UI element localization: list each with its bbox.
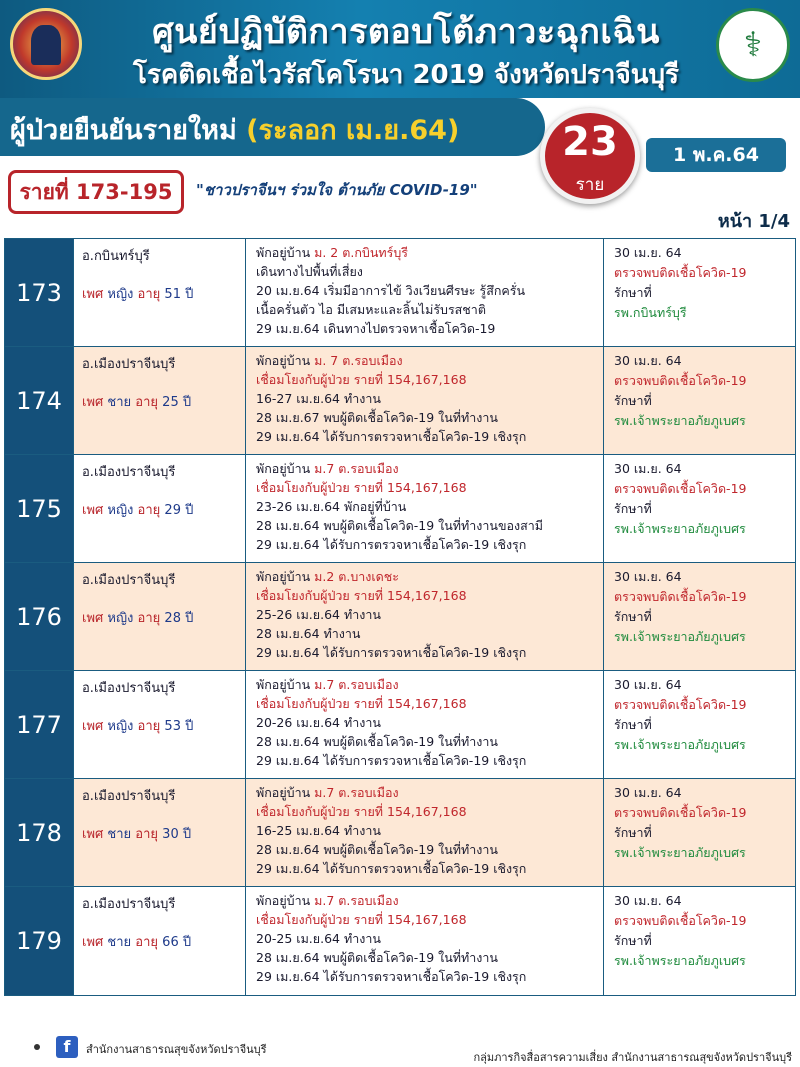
case-person-cell (73, 347, 245, 454)
case-district: อ.เมืองปราจีนบุรี (82, 789, 176, 804)
timeline-text: 16-27 เม.ย.64 ทำงาน (256, 391, 381, 406)
timeline-line (256, 859, 603, 878)
case-district: อ.เมืองปราจีนบุรี (82, 465, 176, 480)
timeline-line (256, 478, 603, 497)
case-sex: หญิง (107, 503, 134, 518)
case-age: 51 (164, 287, 181, 302)
timeline-text: พักอยู่บ้าน (256, 461, 311, 476)
case-number: 179 (5, 887, 73, 995)
timeline-text: 20 เม.ย.64 เริ่มมีอาการไข้ วิงเวียนศีรษะ รู้สึกครั่น (256, 283, 526, 298)
timeline-text: 16-25 เม.ย.64 ทำงาน (256, 823, 381, 838)
case-age: 66 (162, 935, 179, 950)
case-demographics (82, 823, 191, 844)
age-label: อายุ (135, 395, 159, 410)
timeline-line (256, 605, 603, 624)
header-subtitle: โรคติดเชื้อไวรัสโคโรนา 2019 จังหวัดปราจีนบุรี (133, 60, 679, 90)
case-demographics (82, 499, 193, 520)
timeline-line (256, 948, 603, 967)
sex-label: เพศ (82, 395, 104, 410)
case-table (4, 238, 796, 996)
hospital-name: รพ.เจ้าพระยาอภัยภูเบศร (614, 629, 746, 644)
timeline-line (256, 567, 603, 586)
confirm-date: 30 เม.ย. 64 (614, 353, 682, 368)
timeline-text: พักอยู่บ้าน (256, 353, 311, 368)
treated-at-label: รักษาที่ (614, 501, 652, 516)
case-age: 30 (162, 827, 179, 842)
sex-label: เพศ (82, 935, 104, 950)
timeline-line (256, 243, 603, 262)
timeline-highlight: เชื่อมโยงกับผู้ป่วย รายที่ 154,167,168 (256, 372, 467, 387)
timeline-text: 28 เม.ย.64 พบผู้ติดเชื้อโควิด-19 ในที่ทำงานของสามี (256, 518, 543, 533)
timeline-highlight: ม.2 ต.บางเดชะ (310, 569, 399, 584)
count-unit: ราย (575, 175, 605, 195)
confirm-date: 30 เม.ย. 64 (614, 461, 682, 476)
timeline-line (256, 262, 603, 281)
timeline-text: 28 เม.ย.64 พบผู้ติดเชื้อโควิด-19 ในที่ทำงาน (256, 734, 498, 749)
confirm-date: 30 เม.ย. 64 (614, 677, 682, 692)
sex-label: เพศ (82, 719, 104, 734)
confirm-date: 30 เม.ย. 64 (614, 893, 682, 908)
age-label: อายุ (135, 827, 159, 842)
treated-at-label: รักษาที่ (614, 825, 652, 840)
years-label: ปี (182, 935, 192, 950)
age-label: อายุ (137, 503, 161, 518)
timeline-highlight: ม. 2 ต.กบินทร์บุรี (310, 245, 408, 260)
timeline-text: 28 เม.ย.67 พบผู้ติดเชื้อโควิด-19 ในที่ทำงาน (256, 410, 498, 425)
case-person-cell (73, 239, 245, 346)
years-label: ปี (185, 611, 194, 626)
timeline-text: 29 เม.ย.64 เดินทางไปตรวจหาเชื้อโควิด-19 (256, 321, 496, 336)
timeline-line (256, 408, 603, 427)
case-sex: ชาย (107, 935, 132, 950)
sex-label: เพศ (82, 287, 104, 302)
timeline-highlight: ม.7 ต.รอบเมือง (310, 785, 399, 800)
timeline-line (256, 586, 603, 605)
timeline-line (256, 459, 603, 478)
hospital-name: รพ.กบินทร์บุรี (614, 305, 687, 320)
footer (0, 1030, 800, 1067)
case-demographics (82, 283, 193, 304)
timeline-highlight: ม.7 ต.รอบเมือง (310, 893, 399, 908)
table-row (5, 671, 795, 779)
case-age: 25 (162, 395, 179, 410)
treated-at-label: รักษาที่ (614, 393, 652, 408)
table-row (5, 455, 795, 563)
age-label: อายุ (137, 719, 161, 734)
timeline-highlight: เชื่อมโยงกับผู้ป่วย รายที่ 154,167,168 (256, 480, 467, 495)
case-district: อ.กบินทร์บุรี (82, 249, 150, 264)
hospital-name: รพ.เจ้าพระยาอภัยภูเบศร (614, 737, 746, 752)
case-demographics (82, 391, 191, 412)
sex-label: เพศ (82, 611, 104, 626)
treated-at-label: รักษาที่ (614, 933, 652, 948)
timeline-line (256, 675, 603, 694)
timeline-text: 28 เม.ย.64 พบผู้ติดเชื้อโควิด-19 ในที่ทำงาน (256, 842, 498, 857)
case-number: 175 (5, 455, 73, 562)
confirm-date: 30 เม.ย. 64 (614, 245, 682, 260)
table-row (5, 887, 795, 995)
years-label: ปี (182, 395, 192, 410)
timeline-line (256, 840, 603, 859)
timeline-text: 29 เม.ย.64 ได้รับการตรวจหาเชื้อโควิด-19 เชิงรุก (256, 645, 527, 660)
test-result: ตรวจพบติดเชื้อโควิด-19 (614, 265, 747, 280)
case-status-cell (603, 779, 795, 886)
test-result: ตรวจพบติดเชื้อโควิด-19 (614, 697, 747, 712)
timeline-line (256, 783, 603, 802)
timeline-text: พักอยู่บ้าน (256, 893, 311, 908)
timeline-line (256, 821, 603, 840)
case-person-cell (73, 887, 245, 995)
timeline-highlight: ม.7 ต.รอบเมือง (310, 461, 399, 476)
timeline-text: 28 เม.ย.64 ทำงาน (256, 626, 361, 641)
timeline-highlight: เชื่อมโยงกับผู้ป่วย รายที่ 154,167,168 (256, 588, 467, 603)
timeline-text: พักอยู่บ้าน (256, 785, 311, 800)
timeline-line (256, 713, 603, 732)
table-row (5, 239, 795, 347)
hospital-name: รพ.เจ้าพระยาอภัยภูเบศร (614, 845, 746, 860)
case-timeline-cell (245, 455, 603, 562)
table-row (5, 347, 795, 455)
case-number: 177 (5, 671, 73, 778)
provincial-seal-logo (10, 8, 82, 80)
timeline-line (256, 694, 603, 713)
timeline-line (256, 427, 603, 446)
case-age: 28 (164, 611, 181, 626)
case-district: อ.เมืองปราจีนบุรี (82, 573, 176, 588)
age-label: อายุ (135, 935, 159, 950)
case-status-cell (603, 887, 795, 995)
seal-emblem-icon (31, 25, 61, 65)
case-district: อ.เมืองปราจีนบุรี (82, 897, 176, 912)
case-person-cell (73, 671, 245, 778)
case-range-label: รายที่ 173-195 (8, 170, 184, 214)
case-district: อ.เมืองปราจีนบุรี (82, 681, 176, 696)
years-label: ปี (185, 503, 194, 518)
timeline-text: 29 เม.ย.64 ได้รับการตรวจหาเชื้อโควิด-19 เชิงรุก (256, 429, 527, 444)
timeline-text: เดินทางไปพื้นที่เสี่ยง (256, 264, 363, 279)
timeline-highlight: เชื่อมโยงกับผู้ป่วย รายที่ 154,167,168 (256, 696, 467, 711)
timeline-text: พักอยู่บ้าน (256, 245, 311, 260)
timeline-line (256, 802, 603, 821)
case-demographics (82, 715, 193, 736)
timeline-highlight: เชื่อมโยงกับผู้ป่วย รายที่ 154,167,168 (256, 912, 467, 927)
header-title: ศูนย์ปฏิบัติการตอบโต้ภาวะฉุกเฉิน (152, 12, 660, 52)
sex-label: เพศ (82, 827, 104, 842)
band-wave-label: (ระลอก เม.ย.64) (246, 115, 460, 146)
timeline-line (256, 497, 603, 516)
case-status-cell (603, 347, 795, 454)
case-demographics (82, 931, 191, 952)
case-number: 174 (5, 347, 73, 454)
timeline-line (256, 370, 603, 389)
test-result: ตรวจพบติดเชื้อโควิด-19 (614, 913, 747, 928)
test-result: ตรวจพบติดเชื้อโควิด-19 (614, 805, 747, 820)
treated-at-label: รักษาที่ (614, 609, 652, 624)
timeline-highlight: เชื่อมโยงกับผู้ป่วย รายที่ 154,167,168 (256, 804, 467, 819)
timeline-line (256, 281, 603, 300)
case-person-cell (73, 779, 245, 886)
timeline-highlight: ม. 7 ต.รอบเมือง (310, 353, 403, 368)
timeline-line (256, 535, 603, 554)
test-result: ตรวจพบติดเชื้อโควิด-19 (614, 481, 747, 496)
case-sex: หญิง (107, 719, 134, 734)
timeline-text: 29 เม.ย.64 ได้รับการตรวจหาเชื้อโควิด-19 เชิงรุก (256, 537, 527, 552)
timeline-line (256, 751, 603, 770)
years-label: ปี (182, 827, 192, 842)
sex-label: เพศ (82, 503, 104, 518)
table-row (5, 563, 795, 671)
hospital-name: รพ.เจ้าพระยาอภัยภูเบศร (614, 521, 746, 536)
hospital-name: รพ.เจ้าพระยาอภัยภูเบศร (614, 953, 746, 968)
timeline-line (256, 300, 603, 319)
case-sex: ชาย (107, 395, 132, 410)
test-result: ตรวจพบติดเชื้อโควิด-19 (614, 373, 747, 388)
timeline-line (256, 389, 603, 408)
page-number: หน้า 1/4 (717, 211, 790, 232)
timeline-text: 25-26 เม.ย.64 ทำงาน (256, 607, 381, 622)
table-row (5, 779, 795, 887)
timeline-text: 29 เม.ย.64 ได้รับการตรวจหาเชื้อโควิด-19 เชิงรุก (256, 969, 527, 984)
case-district: อ.เมืองปราจีนบุรี (82, 357, 176, 372)
age-label: อายุ (137, 287, 161, 302)
treated-at-label: รักษาที่ (614, 285, 652, 300)
case-number: 173 (5, 239, 73, 346)
band-title (10, 108, 459, 151)
timeline-line (256, 891, 603, 910)
case-timeline-cell (245, 671, 603, 778)
timeline-line (256, 967, 603, 986)
confirm-date: 30 เม.ย. 64 (614, 785, 682, 800)
case-status-cell (603, 455, 795, 562)
band-title-text: ผู้ป่วยยืนยันรายใหม่ (10, 115, 237, 146)
case-status-cell (603, 671, 795, 778)
timeline-text: 28 เม.ย.64 พบผู้ติดเชื้อโควิด-19 ในที่ทำงาน (256, 950, 498, 965)
case-age: 53 (164, 719, 181, 734)
case-status-cell (603, 563, 795, 670)
timeline-text: 23-26 เม.ย.64 พักอยู่ที่บ้าน (256, 499, 407, 514)
timeline-text: 20-26 เม.ย.64 ทำงาน (256, 715, 381, 730)
case-timeline-cell (245, 887, 603, 995)
case-demographics (82, 607, 193, 628)
case-number: 176 (5, 563, 73, 670)
timeline-text: 20-25 เม.ย.64 ทำงาน (256, 931, 381, 946)
case-sex: หญิง (107, 287, 134, 302)
age-label: อายุ (137, 611, 161, 626)
case-status-cell (603, 239, 795, 346)
timeline-text: 29 เม.ย.64 ได้รับการตรวจหาเชื้อโควิด-19 เชิงรุก (256, 861, 527, 876)
timeline-line (256, 516, 603, 535)
footer-credit: กลุ่มภารกิจสื่อสารความเสี่ยง สำนักงานสาธารณสุขจังหวัดปราจีนบุรี (473, 1051, 792, 1064)
case-timeline-cell (245, 347, 603, 454)
facebook-icon[interactable]: f (56, 1036, 78, 1058)
footer-facebook-page[interactable]: สำนักงานสาธารณสุขจังหวัดปราจีนบุรี (86, 1043, 267, 1056)
timeline-highlight: ม.7 ต.รอบเมือง (310, 677, 399, 692)
timeline-line (256, 624, 603, 643)
timeline-text: พักอยู่บ้าน (256, 569, 311, 584)
case-timeline-cell (245, 239, 603, 346)
timeline-text: 29 เม.ย.64 ได้รับการตรวจหาเชื้อโควิด-19 เชิงรุก (256, 753, 527, 768)
count-value: 23 (562, 119, 618, 165)
case-sex: หญิง (107, 611, 134, 626)
report-date: 1 พ.ค.64 (646, 138, 786, 172)
ministry-public-health-logo (716, 8, 790, 82)
case-number: 178 (5, 779, 73, 886)
test-result: ตรวจพบติดเชื้อโควิด-19 (614, 589, 747, 604)
timeline-line (256, 910, 603, 929)
case-timeline-cell (245, 779, 603, 886)
slogan: "ชาวปราจีนฯ ร่วมใจ ต้านภัย COVID-19" (196, 181, 478, 199)
timeline-line (256, 929, 603, 948)
years-label: ปี (185, 287, 194, 302)
case-person-cell (73, 455, 245, 562)
timeline-line (256, 732, 603, 751)
timeline-line (256, 319, 603, 338)
hospital-name: รพ.เจ้าพระยาอภัยภูเบศร (614, 413, 746, 428)
case-sex: ชาย (107, 827, 132, 842)
treated-at-label: รักษาที่ (614, 717, 652, 732)
confirm-date: 30 เม.ย. 64 (614, 569, 682, 584)
case-person-cell (73, 563, 245, 670)
years-label: ปี (185, 719, 194, 734)
case-age: 29 (164, 503, 181, 518)
timeline-line (256, 643, 603, 662)
bullet-icon (34, 1044, 40, 1050)
caduceus-icon: ⚕ (743, 25, 763, 65)
timeline-text: เนื้อครั่นตัว ไอ มีเสมหะและลิ้นไม่รับรสชาติ (256, 302, 486, 317)
timeline-text: พักอยู่บ้าน (256, 677, 311, 692)
timeline-line (256, 351, 603, 370)
case-timeline-cell (245, 563, 603, 670)
